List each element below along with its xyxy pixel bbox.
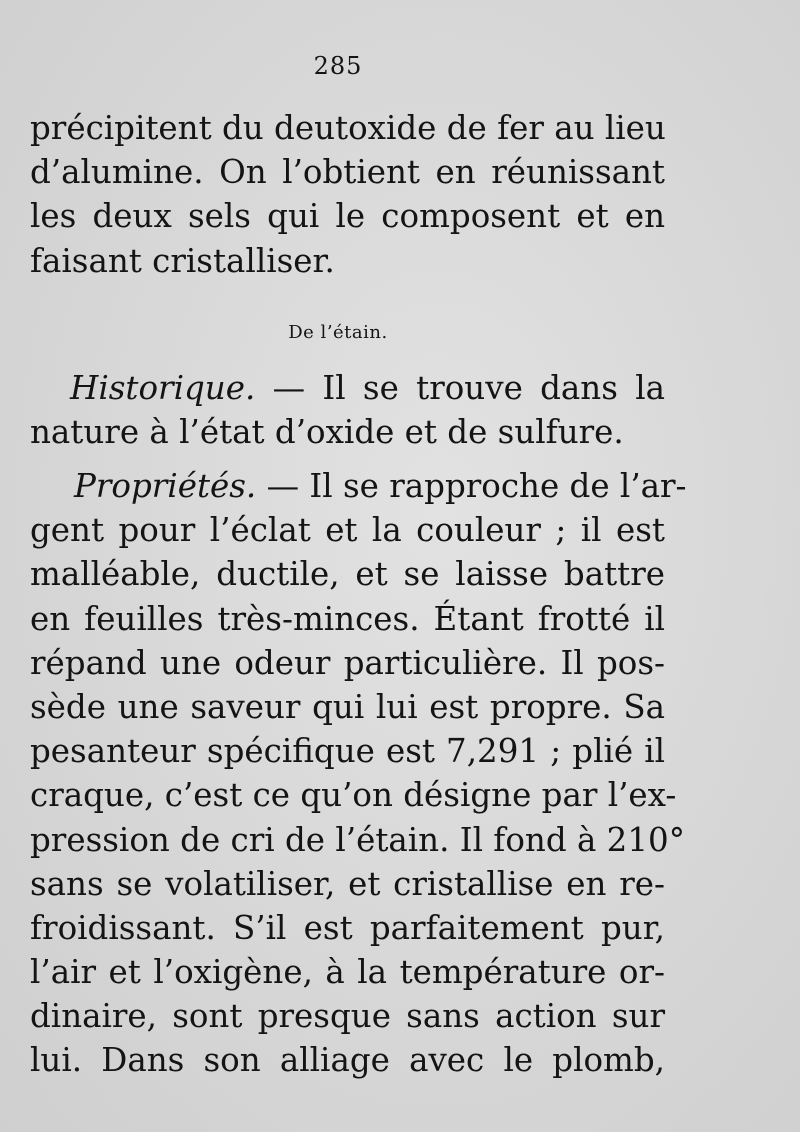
text-line [30,366,665,410]
text-line: nature à l’état d’oxide et de sulfure. [30,413,624,452]
section-heading: De l’étain. [288,322,388,343]
text-line: d’alumine. On l’obtient en réunissant [30,153,665,192]
text-line: pesanteur spécifique est 7,291 ; plié il [30,732,665,771]
text-line: l’air et l’oxigène, à la température or- [30,953,665,992]
text-line: sans se volatiliser, et cristallise en re- [30,864,665,903]
text-line: faisant cristalliser. [30,241,335,280]
historique-text: — Il se trouve dans la [255,369,665,407]
text-line: répand une odeur particulière. Il pos- [30,643,665,682]
proprietes-paragraph [30,464,687,1083]
intro-paragraph [30,106,665,283]
text-line: précipitent du deutoxide de fer au lieu [30,109,666,147]
historique-label: Historique. [70,369,256,407]
text-line: gent pour l’éclat et la couleur ; il est [30,511,665,550]
text-line: en feuilles très-minces. Étant frotté il [30,599,665,638]
proprietes-label: Propriétés. [74,467,257,505]
text-line: sède une saveur qui lui est propre. Sa [30,687,665,726]
text-line: craque, c’est ce qu’on désigne par l’ex- [30,776,677,815]
text-line: froidissant. S’il est parfaitement pur, [30,908,665,947]
text-line: malléable, ductile, et se laisse battre [30,555,665,594]
historique-paragraph [30,366,665,454]
text-line: dinaire, sont presque sans action sur [30,997,665,1036]
text-line [30,464,687,508]
text-line: pression de cri de l’étain. Il fond à 210° [30,820,685,859]
proprietes-text: — Il se rapproche de l’ar- [266,467,687,505]
text-line: lui. Dans son alliage avec le plomb, [30,1041,665,1080]
page-number: 285 [313,52,363,80]
text-line: les deux sels qui le composent et en [30,197,665,236]
